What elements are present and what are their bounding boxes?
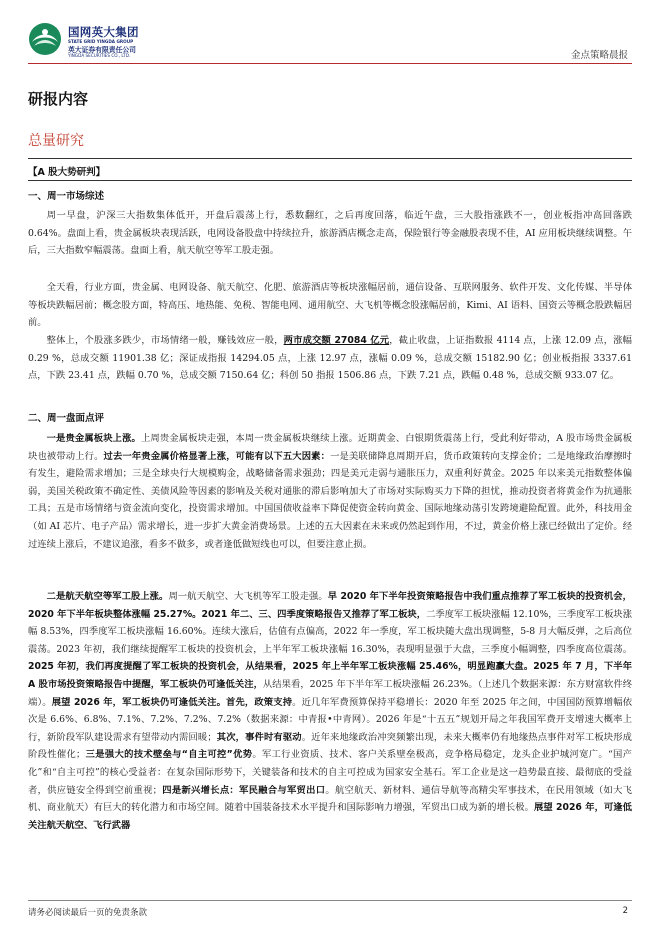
subsection-title: 总量研究 [28,133,84,149]
page-number: 2 [622,906,628,916]
group-name: 国网英大集团 [68,25,139,39]
company-name: 英大证券有限责任公司 [68,46,136,54]
heading-market-review: 二、周一盘面点评 [28,413,105,424]
section-title: 研报内容 [28,90,89,108]
heading-market-summary: 一、周一市场综述 [28,191,105,202]
disclaimer-note: 请务必阅读最后一页的免责条款 [28,908,148,918]
paragraph-market-morning: 周一早盘，沪深三大指数集体低开，开盘后震荡上行，悉数翻红，之后再度回落，临近午盘，三大股指涨跌不一，创业板指冲高回落跌 0.64%。盘面上看，贵金属板块表现活跃，电网设备股盘中持续拉升，旅游酒店概念走高，保险银行等金融股表现不佳，AI 应用板块继续调整。午后，三大指数窄幅震荡。盘面上看，航天航空等军工股走强。 [28,210,632,257]
paragraph-military: 二是航天航空等军工股上涨。周一航天航空、大飞机等军工股走强。早 2020 年下半年投资策略报告中我们重点推荐了军工板块的投资机会，2020 年下半年板块整体涨幅 25.27%。2021 年二、三、四季度策略报告又推荐了军工板块，二季度军工板块涨幅 12.10%，三季度军工板块涨幅 8.53%，四季度军工板块涨幅 16.60%。连续大涨后，估值有点偏高，2022 年一季度，军工板块随大盘出现调整，5-8 月大幅反弹，之后高位震荡。2023 年初，我们继续提醒军工板块的投资机会，上半年军工板块涨幅 16.30%，表现明显强于大盘，三季度小幅调整，四季度高位震荡。2025 年初，我们再度提醒了军工板块的投资机会，从结果看，2025 年上半年军工板块涨幅 25.46%，明显跑赢大盘。2025 年 7 月，下半年 A 股市场投资策略报告中提醒，军工板块仍可逢低关注，从结果看，2025 年下半年军工板块涨幅 26.23%。（上述几个数据来源：东方财富软件终端）。展望 2026 年，军工板块仍可逢低关注。首先，政策支持。近几年军费预算保持平稳增长：2020 年至 2025 年之间，中国国防预算增幅依次是 6.6%、6.8%、7.1%、7.2%、7.2%、7.2%（数据来源：中青报•中青网）。2026 年是“十五五”规划开局之年我国军费开支增速大概率上行，新阶段军队建设需求有望带动内需回暖；其次，事件时有驱动。近年来地缘政治冲突频繁出现，未来大概率仍有地缘热点事件对军工板块形成阶段性催化；三是强大的技术壁垒与“自主可控”优势。军工行业资质、技术、客户关系壁垒极高，竞争格局稳定，龙头企业护城河宽广。“国产化”和“自主可控”的核心受益者：在复杂国际形势下，关键装备和技术的自主可控成为国家安全基石。军工企业是这一趋势最直接、最彻底的受益者，供应链安全得到空前重视；四是新兴增长点：军民融合与军贸出口。航空航天、新材料、通信导航等高精尖军事技术，在民用领域（如大飞机、商业航天）有巨大的转化潜力和市场空间。随着中国装备技术水平提升和国际影响力增强，军贸出口成为新的增长极。展望 2026 年，可逢低关注航天航空、飞行武器 [28,591,633,831]
footer-divider [28,900,632,901]
paragraph-market-sectors: 全天看，行业方面，贵金属、电网设备、航天航空、化肥、旅游酒店等板块涨幅居前，通信设备、互联网服务、软件开发、文化传媒、半导体等板块跌幅居前；概念股方面，特高压、地热能、免税、智能电网、通用航空、大飞机等概念股涨幅居前，Kimi、AI 语料、国资云等概念股跌幅居前。 [28,282,632,329]
header-divider [28,63,632,64]
paragraph-market-indices: 整体上，个股涨多跌少，市场情绪一般，赚钱效应一般，两市成交额 27084 亿元，截止收盘，上证指数报 4114 点，上涨 12.09 点，涨幅 0.29 %，总成交额 11901.38 亿；深证成指报 14294.05 点，上涨 12.97 点，涨幅 0.09 %，总成交额 15182.90 亿；创业板指报 3337.61 点，下跌 23.41 点，跌幅 0.70 %，总成交额 7150.64 亿；科创 50 指报 1506.86 点，下跌 7.21 点，跌幅 0.48 %，总成交额 933.07 亿。 [28,335,632,382]
state-grid-logo-icon [28,22,62,56]
paragraph-precious-metals: 一是贵金属板块上涨。上周贵金属板块走强，本周一贵金属板块继续上涨。近期黄金、白银期货震荡上行，受此利好带动，A 股市场贵金属板块也被带动上行。过去一年贵金属价格显著上涨，可能有以下五大因素：一是美联储降息周期开启，货币政策转向支撑金价；二是地缘政治摩擦时有发生，避险需求增加；三是全球央行大规模购金，战略储备需求强劲；四是美元走弱与通胀压力，双重利好黄金。2025 年以来美元指数整体偏弱，美国关税政策不确定性、美债风险等因素的影响及关税对通胀的滞后影响加大了市场对实际购买力下降的担忧，推动投资者将黄金作为抗通胀工具；五是市场情绪与资金流向变化，投资需求增加。中国国债收益率下降促使资金转向黄金、国际地缘动荡引发跨境避险配置。此外，科技用金（如 AI 芯片、电子产品）需求增长，进一步扩大黄金消费场景。上述的五大因素在未来或仍然起到作用，不过，黄金价格上涨已经做出了定价。经过连续上涨后，不建议追涨，看多不做多，或者逢低做短线也可以，但要注意止损。 [28,433,632,550]
company-name-en: YINGDA SECURITIES CO., LTD. [68,53,131,58]
report-name: 金点策略晨报 [570,50,628,61]
group-name-en: STATE GRID YINGDA GROUP [68,39,134,44]
section-tag: 【A 股大势研判】 [28,167,106,178]
tag-bottom-rule [28,180,632,181]
tag-top-rule [28,158,632,159]
page-header [0,0,662,68]
